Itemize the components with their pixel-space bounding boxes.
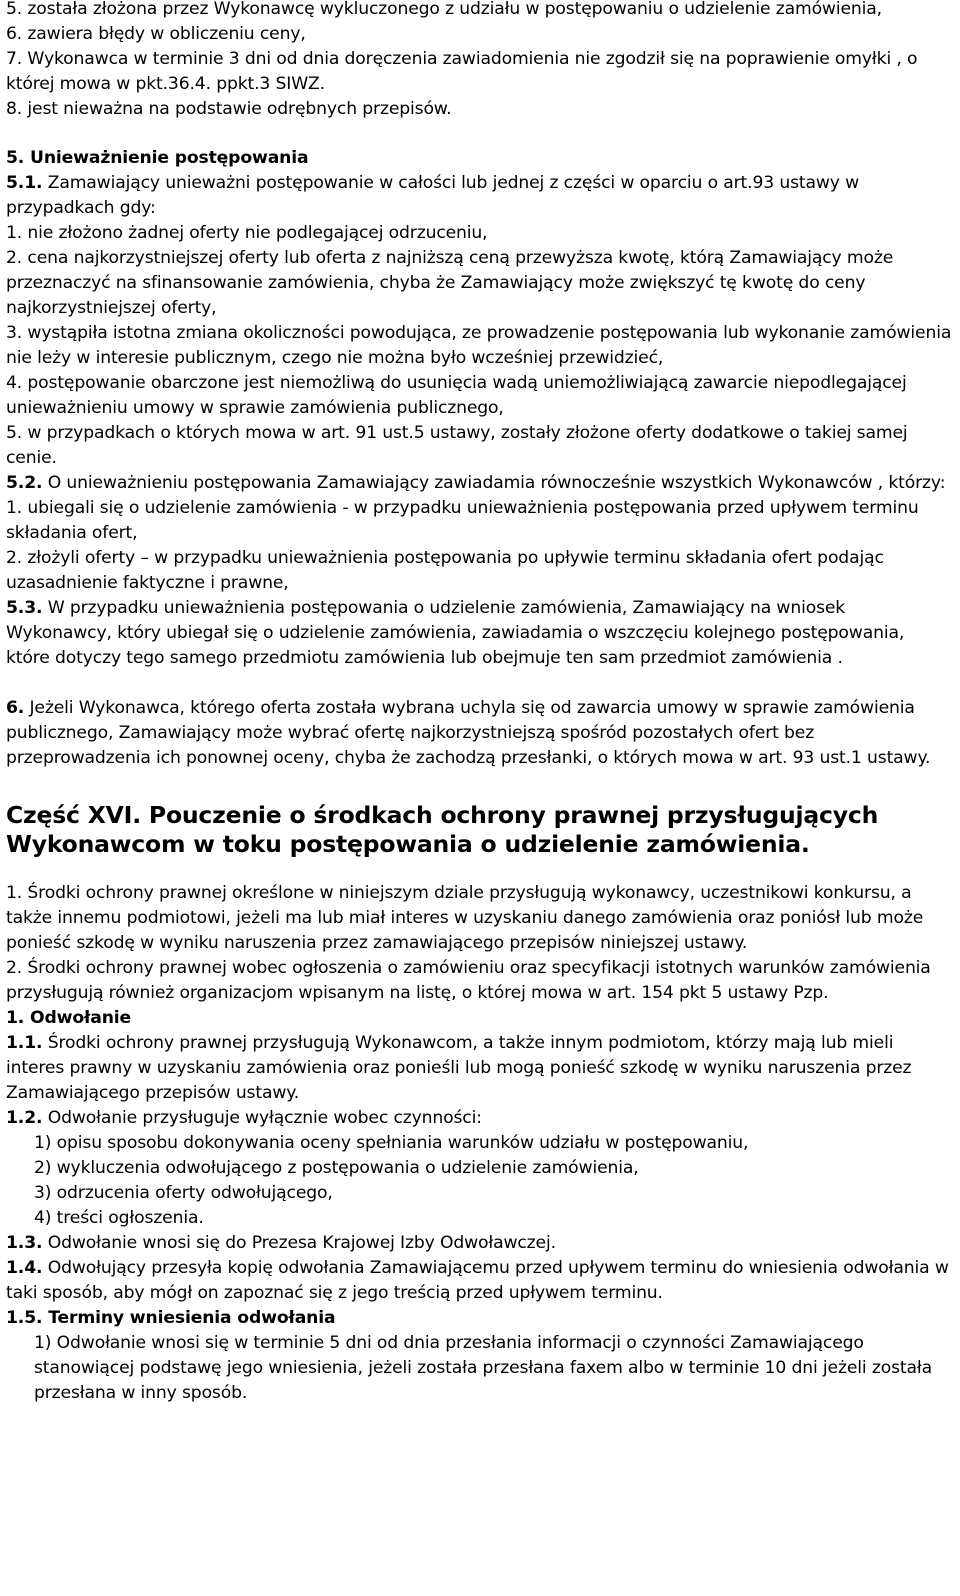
paragraph-1-2: 1.2. Odwołanie przysługuje wyłącznie wobec czynności: bbox=[6, 1108, 482, 1128]
paragraph-number: 6. bbox=[6, 698, 25, 718]
list-item: 2) wykluczenia odwołującego z postępowania o udzielenie zamówienia, bbox=[34, 1158, 639, 1178]
paragraph-6: 6. Jeżeli Wykonawca, którego oferta została wybrana uchyla się od zawarcia umowy w sprawie zamówienia publicznego, Zamawiający może wybrać ofertę najkorzystniejszą spośród pozostałych ofert bez przeprowadzenia ich ponownej oceny, chyba że zachodzą przesłanki, o których mowa w art. 93 ust.1 ustawy. bbox=[6, 698, 931, 768]
paragraph-5-2: 5.2. O unieważnieniu postępowania Zamawiający zawiadamia równocześnie wszystkich Wykonawców , którzy: bbox=[6, 473, 946, 493]
list-item: 4) treści ogłoszenia. bbox=[34, 1208, 204, 1228]
list-item: 1. ubiegali się o udzielenie zamówienia - w przypadku unieważnienia postępowania przed upływem terminu składania ofert, bbox=[6, 498, 919, 543]
list-item: 5. została złożona przez Wykonawcę wykluczonego z udziału w postępowaniu o udzielenie zamówienia, bbox=[6, 0, 882, 19]
paragraph-5-1: 5.1. Zamawiający unieważni postępowanie w całości lub jednej z części w oparciu o art.93 ustawy w przypadkach gdy: bbox=[6, 173, 859, 218]
paragraph-number: 1.1. bbox=[6, 1033, 43, 1053]
paragraph-1-3: 1.3. Odwołanie wnosi się do Prezesa Krajowej Izby Odwoławczej. bbox=[6, 1233, 556, 1253]
list-item: 1) opisu sposobu dokonywania oceny spełniania warunków udziału w postępowaniu, bbox=[34, 1133, 749, 1153]
intro-list bbox=[6, 0, 952, 122]
paragraph-1-5-heading: 1.5. Terminy wniesienia odwołania bbox=[6, 1308, 336, 1328]
odwolanie-heading: 1. Odwołanie bbox=[6, 1008, 132, 1028]
list-item: 8. jest nieważna na podstawie odrębnych przepisów. bbox=[6, 99, 452, 119]
list-item: 3. wystąpiła istotna zmiana okoliczności powodująca, ze prowadzenie postępowania lub wykonanie zamówienia nie leży w interesie publicznym, czego nie można było wcześniej przewidzieć, bbox=[6, 323, 952, 368]
paragraph-5-3: 5.3. W przypadku unieważnienia postępowania o udzielenie zamówienia, Zamawiający na wniosek Wykonawcy, który ubiegał się o udzielenie zamówienia, zawiadamia o wszczęciu kolejnego postępowania, które dotyczy tego samego przedmiotu zamówienia lub obejmuje ten sam przedmiot zamówienia . bbox=[6, 598, 905, 668]
spacer bbox=[6, 671, 952, 696]
list-item: 6. zawiera błędy w obliczeniu ceny, bbox=[6, 24, 306, 44]
paragraph-1-1: 1.1. Środki ochrony prawnej przysługują Wykonawcom, a także innym podmiotom, którzy mają lub mieli interes prawny w uzyskaniu zamówienia oraz ponieśli lub mogą ponieść szkodę w wyniku naruszenia przez Zamawiającego przepisów ustawy. bbox=[6, 1033, 912, 1103]
paragraph-number: 5.1. bbox=[6, 173, 43, 193]
list-item: 1. nie złożono żadnej oferty nie podlegającej odrzuceniu, bbox=[6, 223, 488, 243]
paragraph-number: 1.2. bbox=[6, 1108, 43, 1128]
part-16-title: Część XVI. Pouczenie o środkach ochrony prawnej przysługujących Wykonawcom w toku postępowania o udzielenie zamówienia. bbox=[6, 801, 879, 858]
list-item: 2. cena najkorzystniejszej oferty lub oferta z najniższą ceną przewyższa kwotę, którą Zamawiający może przeznaczyć na sfinansowanie zamówienia, chyba że Zamawiający może zwiększyć tę kwotę do ceny najkorzystniejszej oferty, bbox=[6, 248, 894, 318]
list-item: 2. złożyli oferty – w przypadku unieważnienia postępowania po upływie terminu składania ofert podając uzasadnienie faktyczne i prawne, bbox=[6, 548, 884, 593]
list-item: 7. Wykonawca w terminie 3 dni od dnia doręczenia zawiadomienia nie zgodził się na poprawienie omyłki , o której mowa w pkt.36.4. ppkt.3 SIWZ. bbox=[6, 49, 918, 94]
paragraph-1-4: 1.4. Odwołujący przesyła kopię odwołania Zamawiającemu przed upływem terminu do wniesienia odwołania w taki sposób, aby mógł on zapoznać się z jego treścią przed upływem terminu. bbox=[6, 1258, 949, 1303]
paragraph-1: 1. Środki ochrony prawnej określone w niniejszym dziale przysługują wykonawcy, uczestnikowi konkursu, a także innemu podmiotowi, jeżeli ma lub miał interes w uzyskaniu danego zamówienia oraz poniósł lub może ponieść szkodę w wyniku naruszenia przez zamawiającego przepisów niniejszej ustawy. bbox=[6, 883, 924, 953]
paragraph-number: 5.3. bbox=[6, 598, 43, 618]
paragraph-number: 1.3. bbox=[6, 1233, 43, 1253]
paragraph-number: 1.4. bbox=[6, 1258, 43, 1278]
list-item: 1) Odwołanie wnosi się w terminie 5 dni od dnia przesłania informacji o czynności Zamawiającego stanowiącej podstawę jego wniesienia, jeżeli została przesłana faxem albo w terminie 10 dni jeżeli została przesłana w inny sposób. bbox=[34, 1333, 932, 1403]
section-5-heading: 5. Unieważnienie postępowania bbox=[6, 148, 309, 168]
list-item: 5. w przypadkach o których mowa w art. 91 ust.5 ustawy, zostały złożone oferty dodatkowe o takiej samej cenie. bbox=[6, 423, 908, 468]
paragraph-2: 2. Środki ochrony prawnej wobec ogłoszenia o zamówieniu oraz specyfikacji istotnych warunków zamówienia przysługują również organizacjom wpisanym na listę, o której mowa w art. 154 pkt 5 ustawy Pzp. bbox=[6, 958, 931, 1003]
list-item: 3) odrzucenia oferty odwołującego, bbox=[34, 1183, 333, 1203]
paragraph-number: 5.2. bbox=[6, 473, 43, 493]
list-item: 4. postępowanie obarczone jest niemożliwą do usunięcia wadą uniemożliwiającą zawarcie niepodlegającej unieważnieniu umowy w sprawie zamówienia publicznego, bbox=[6, 373, 907, 418]
